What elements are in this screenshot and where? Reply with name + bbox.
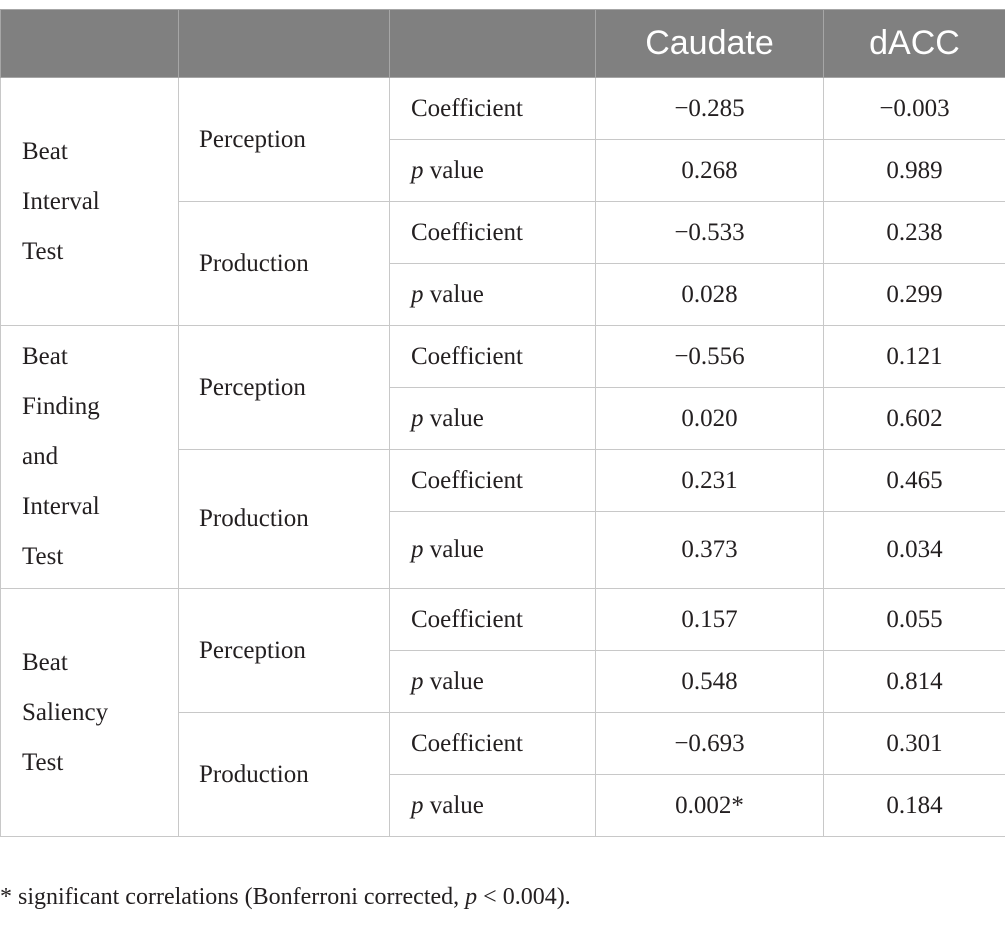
table-header [1, 10, 1005, 78]
dacc-value-cell: 0.034 [824, 512, 1005, 589]
dacc-value-cell: −0.003 [824, 78, 1005, 140]
condition-cell: Production [179, 713, 390, 837]
header-cell-caudate: Caudate [596, 10, 824, 78]
caudate-value-cell: −0.285 [596, 78, 824, 140]
header-cell-condition [179, 10, 390, 78]
test-name-line: Beat [22, 343, 68, 370]
caudate-value-cell: 0.157 [596, 589, 824, 651]
statistic-cell [390, 78, 596, 140]
caudate-value-cell: −0.533 [596, 202, 824, 264]
caudate-value-cell: 0.548 [596, 651, 824, 713]
statistic-cell [390, 450, 596, 512]
test-name-cell [1, 589, 179, 837]
statistic-label: value [423, 404, 484, 432]
statistic-cell [390, 512, 596, 589]
condition-cell: Perception [179, 78, 390, 202]
statistic-label: value [423, 791, 484, 819]
caudate-value-cell: 0.002* [596, 775, 824, 837]
header-cell-dacc: dACC [824, 10, 1005, 78]
dacc-value-cell: 0.238 [824, 202, 1005, 264]
table-footnote [0, 884, 571, 911]
dacc-value-cell: 0.465 [824, 450, 1005, 512]
condition-cell: Perception [179, 589, 390, 713]
statistic-label: value [423, 280, 484, 308]
statistic-cell [390, 140, 596, 202]
dacc-value-cell: 0.814 [824, 651, 1005, 713]
dacc-value-cell: 0.301 [824, 713, 1005, 775]
statistic-symbol: p [411, 404, 424, 432]
dacc-value-cell: 0.989 [824, 140, 1005, 202]
header-row [1, 10, 1005, 78]
statistic-label: Coefficient [411, 466, 523, 494]
statistic-label: Coefficient [411, 218, 523, 246]
correlation-table [0, 9, 1005, 837]
statistic-label: Coefficient [411, 605, 523, 633]
test-name-line: Test [22, 748, 64, 776]
statistic-cell [390, 651, 596, 713]
table-body [1, 78, 1005, 837]
statistic-label: Coefficient [411, 729, 523, 757]
test-name-cell [1, 78, 179, 326]
dacc-value-cell: 0.121 [824, 326, 1005, 388]
test-name-line: Interval [22, 493, 100, 520]
caudate-value-cell: −0.693 [596, 713, 824, 775]
test-name-line: Interval [22, 187, 100, 215]
table-row [1, 78, 1005, 140]
caudate-value-cell: 0.028 [596, 264, 824, 326]
caudate-value-cell: 0.373 [596, 512, 824, 589]
caudate-value-cell: −0.556 [596, 326, 824, 388]
statistic-cell [390, 775, 596, 837]
statistic-label: Coefficient [411, 342, 523, 370]
table-row [1, 326, 1005, 388]
statistic-cell [390, 202, 596, 264]
test-name-line: Beat [22, 648, 68, 676]
statistic-symbol: p [411, 156, 424, 184]
table-row [1, 589, 1005, 651]
test-name-line: Test [22, 237, 64, 265]
dacc-value-cell: 0.184 [824, 775, 1005, 837]
header-cell-statistic [390, 10, 596, 78]
condition-cell: Production [179, 450, 390, 589]
footnote-text-after: < 0.004). [477, 884, 571, 910]
statistic-symbol: p [411, 791, 424, 819]
test-name-cell [1, 326, 179, 589]
dacc-value-cell: 0.055 [824, 589, 1005, 651]
test-name-line: Beat [22, 137, 68, 165]
test-name-line: Test [22, 543, 64, 570]
statistic-symbol: p [411, 280, 424, 308]
statistic-symbol: p [411, 536, 424, 563]
statistic-label: value [423, 536, 484, 563]
statistic-label: value [423, 156, 484, 184]
statistic-cell [390, 326, 596, 388]
statistic-cell [390, 589, 596, 651]
test-name-line: Saliency [22, 698, 109, 726]
statistic-cell [390, 264, 596, 326]
statistic-label: Coefficient [411, 94, 523, 122]
dacc-value-cell: 0.299 [824, 264, 1005, 326]
footnote-p-symbol: p [465, 884, 478, 910]
test-name-line: Finding [22, 393, 100, 420]
caudate-value-cell: 0.268 [596, 140, 824, 202]
footnote-text-before: * significant correlations (Bonferroni corrected, [0, 884, 466, 910]
statistic-label: value [423, 667, 484, 695]
condition-cell: Perception [179, 326, 390, 450]
header-cell-test [1, 10, 179, 78]
statistic-symbol: p [411, 667, 424, 695]
caudate-value-cell: 0.231 [596, 450, 824, 512]
condition-cell: Production [179, 202, 390, 326]
dacc-value-cell: 0.602 [824, 388, 1005, 450]
statistic-cell [390, 713, 596, 775]
statistic-cell [390, 388, 596, 450]
caudate-value-cell: 0.020 [596, 388, 824, 450]
test-name-line: and [22, 443, 59, 470]
